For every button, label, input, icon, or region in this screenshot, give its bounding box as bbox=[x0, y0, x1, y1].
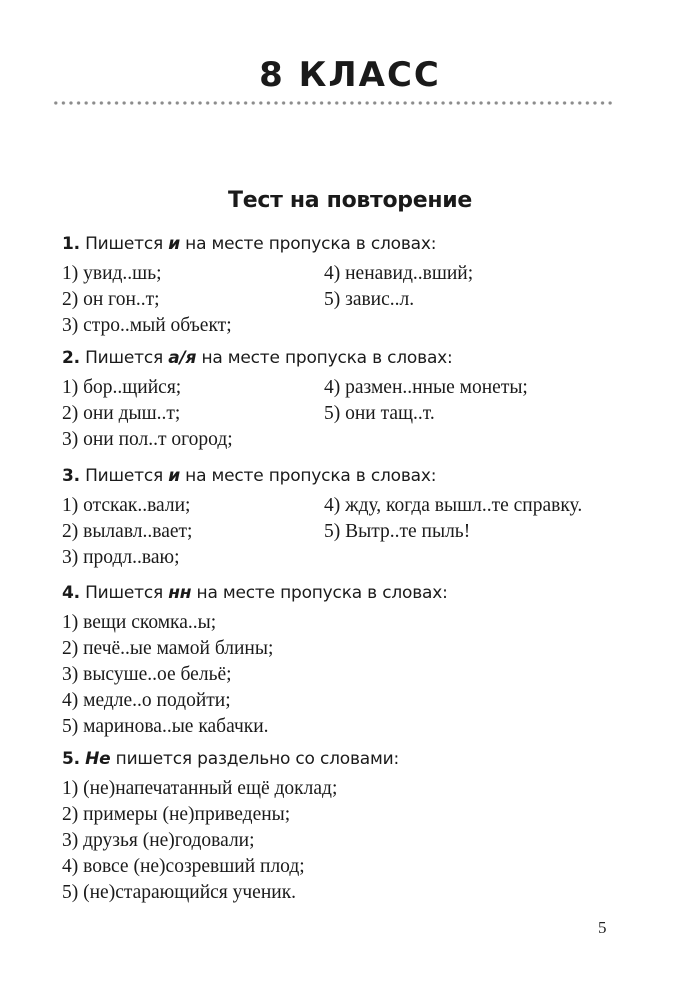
answer-option: 5) завис..л. bbox=[324, 289, 415, 310]
question-4 bbox=[62, 582, 642, 737]
dotted-divider bbox=[52, 101, 614, 105]
answer-option: 2) они дыш..т; bbox=[62, 403, 181, 424]
prompt-keyword: и bbox=[168, 234, 180, 254]
prompt-keyword: и bbox=[168, 466, 180, 486]
answer-option: 3) высуше..ое бельё; bbox=[62, 664, 232, 685]
prompt-text: на месте пропуска в словах: bbox=[179, 234, 437, 254]
answer-option: 2) печё..ые мамой блины; bbox=[62, 638, 274, 659]
prompt-text: Пишется bbox=[79, 466, 169, 486]
prompt-text: на месте пропуска в словах: bbox=[196, 348, 453, 368]
prompt-text: на месте пропуска в словах: bbox=[179, 466, 437, 486]
answer-option: 1) отскак..вали; bbox=[62, 495, 191, 516]
page-header-title: 8 КЛАСС bbox=[259, 55, 441, 95]
answer-option: 5) они тащ..т. bbox=[324, 403, 435, 424]
question-5 bbox=[62, 748, 642, 903]
section-title: Тест на повторение bbox=[228, 188, 472, 213]
answer-option: 3) друзья (не)годовали; bbox=[62, 830, 255, 851]
answer-option: 5) (не)старающийся ученик. bbox=[62, 882, 297, 903]
prompt-keyword: нн bbox=[168, 583, 192, 603]
answer-option: 3) стро..мый объект; bbox=[62, 315, 232, 336]
answer-option: 5) Вытр..те пыль! bbox=[324, 521, 471, 542]
answer-option: 2) вылавл..вает; bbox=[62, 521, 193, 542]
answer-option: 5) маринова..ые кабачки. bbox=[62, 716, 269, 737]
answer-option: 1) бор..щийся; bbox=[62, 377, 182, 398]
answer-option: 4) размен..нные монеты; bbox=[324, 377, 528, 398]
answer-option: 4) вовсе (не)созревший плод; bbox=[62, 856, 305, 877]
answer-option: 3) они пол..т огород; bbox=[62, 429, 233, 450]
question-number: 2. bbox=[62, 348, 80, 368]
answer-option: 1) (не)напечатанный ещё доклад; bbox=[62, 778, 338, 799]
prompt-text: Пишется bbox=[79, 583, 169, 603]
prompt-keyword: Не bbox=[85, 749, 111, 769]
answer-option: 4) медле..о подойти; bbox=[62, 690, 231, 711]
question-prompt bbox=[62, 233, 642, 261]
question-1 bbox=[62, 233, 642, 336]
question-prompt bbox=[62, 347, 642, 375]
question-prompt bbox=[62, 582, 642, 610]
prompt-text: на месте пропуска в словах: bbox=[191, 583, 448, 603]
prompt-text: Пишется bbox=[79, 348, 169, 368]
prompt-keyword: а/я bbox=[168, 348, 197, 368]
question-prompt bbox=[62, 748, 642, 776]
prompt-text: пишется раздельно со словами: bbox=[110, 749, 399, 769]
answer-option: 1) увид..шь; bbox=[62, 263, 162, 284]
question-2 bbox=[62, 347, 642, 450]
answer-option: 4) ненавид..вший; bbox=[324, 263, 474, 284]
question-prompt bbox=[62, 465, 642, 493]
question-number: 3. bbox=[62, 466, 80, 486]
answer-option: 4) жду, когда вышл..те справку. bbox=[324, 495, 583, 516]
answer-option: 3) продл..ваю; bbox=[62, 547, 180, 568]
answer-option: 1) вещи скомка..ы; bbox=[62, 612, 217, 633]
question-3 bbox=[62, 465, 642, 568]
page-number: 5 bbox=[598, 918, 607, 937]
question-number: 4. bbox=[62, 583, 80, 603]
answer-option: 2) он гон..т; bbox=[62, 289, 160, 310]
prompt-text: Пишется bbox=[79, 234, 169, 254]
question-number: 5. bbox=[62, 749, 80, 769]
answer-option: 2) примеры (не)приведены; bbox=[62, 804, 291, 825]
question-number: 1. bbox=[62, 234, 80, 254]
